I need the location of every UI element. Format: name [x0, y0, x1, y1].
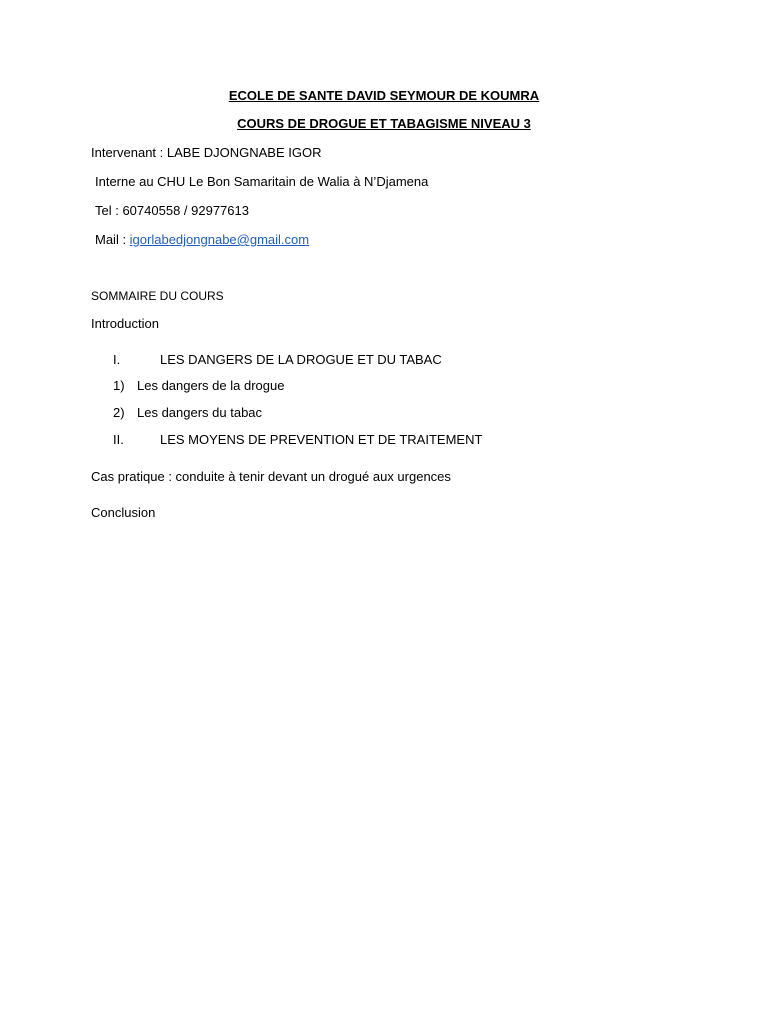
outline-text: Les dangers du tabac [137, 405, 263, 420]
email-link[interactable]: igorlabedjongnabe@gmail.com [129, 232, 310, 247]
introduction-line: Introduction [91, 316, 159, 331]
outline-marker: II. [113, 432, 124, 447]
outline-text: Les dangers de la drogue [137, 378, 285, 393]
tel-line: Tel : 60740558 / 92977613 [95, 203, 249, 218]
mail-line [95, 232, 309, 248]
interne-line: Interne au CHU Le Bon Samaritain de Walia à N’Djamena [95, 174, 429, 189]
school-title: ECOLE DE SANTE DAVID SEYMOUR DE KOUMRA [228, 88, 540, 103]
outline-text: LES MOYENS DE PREVENTION ET DE TRAITEMENT [160, 432, 483, 447]
mail-label: Mail : [95, 232, 130, 247]
course-title: COURS DE DROGUE ET TABAGISME NIVEAU 3 [237, 116, 531, 131]
outline-marker: 1) [113, 378, 125, 393]
outline-marker: 2) [113, 405, 125, 420]
intervenant-line: Intervenant : LABE DJONGNABE IGOR [91, 145, 322, 160]
cas-pratique-line: Cas pratique : conduite à tenir devant un drogué aux urgences [91, 469, 451, 484]
sommaire-heading: SOMMAIRE DU COURS [91, 289, 224, 303]
conclusion-line: Conclusion [91, 505, 156, 520]
outline-text: LES DANGERS DE LA DROGUE ET DU TABAC [160, 352, 442, 367]
outline-marker: I. [113, 352, 121, 367]
